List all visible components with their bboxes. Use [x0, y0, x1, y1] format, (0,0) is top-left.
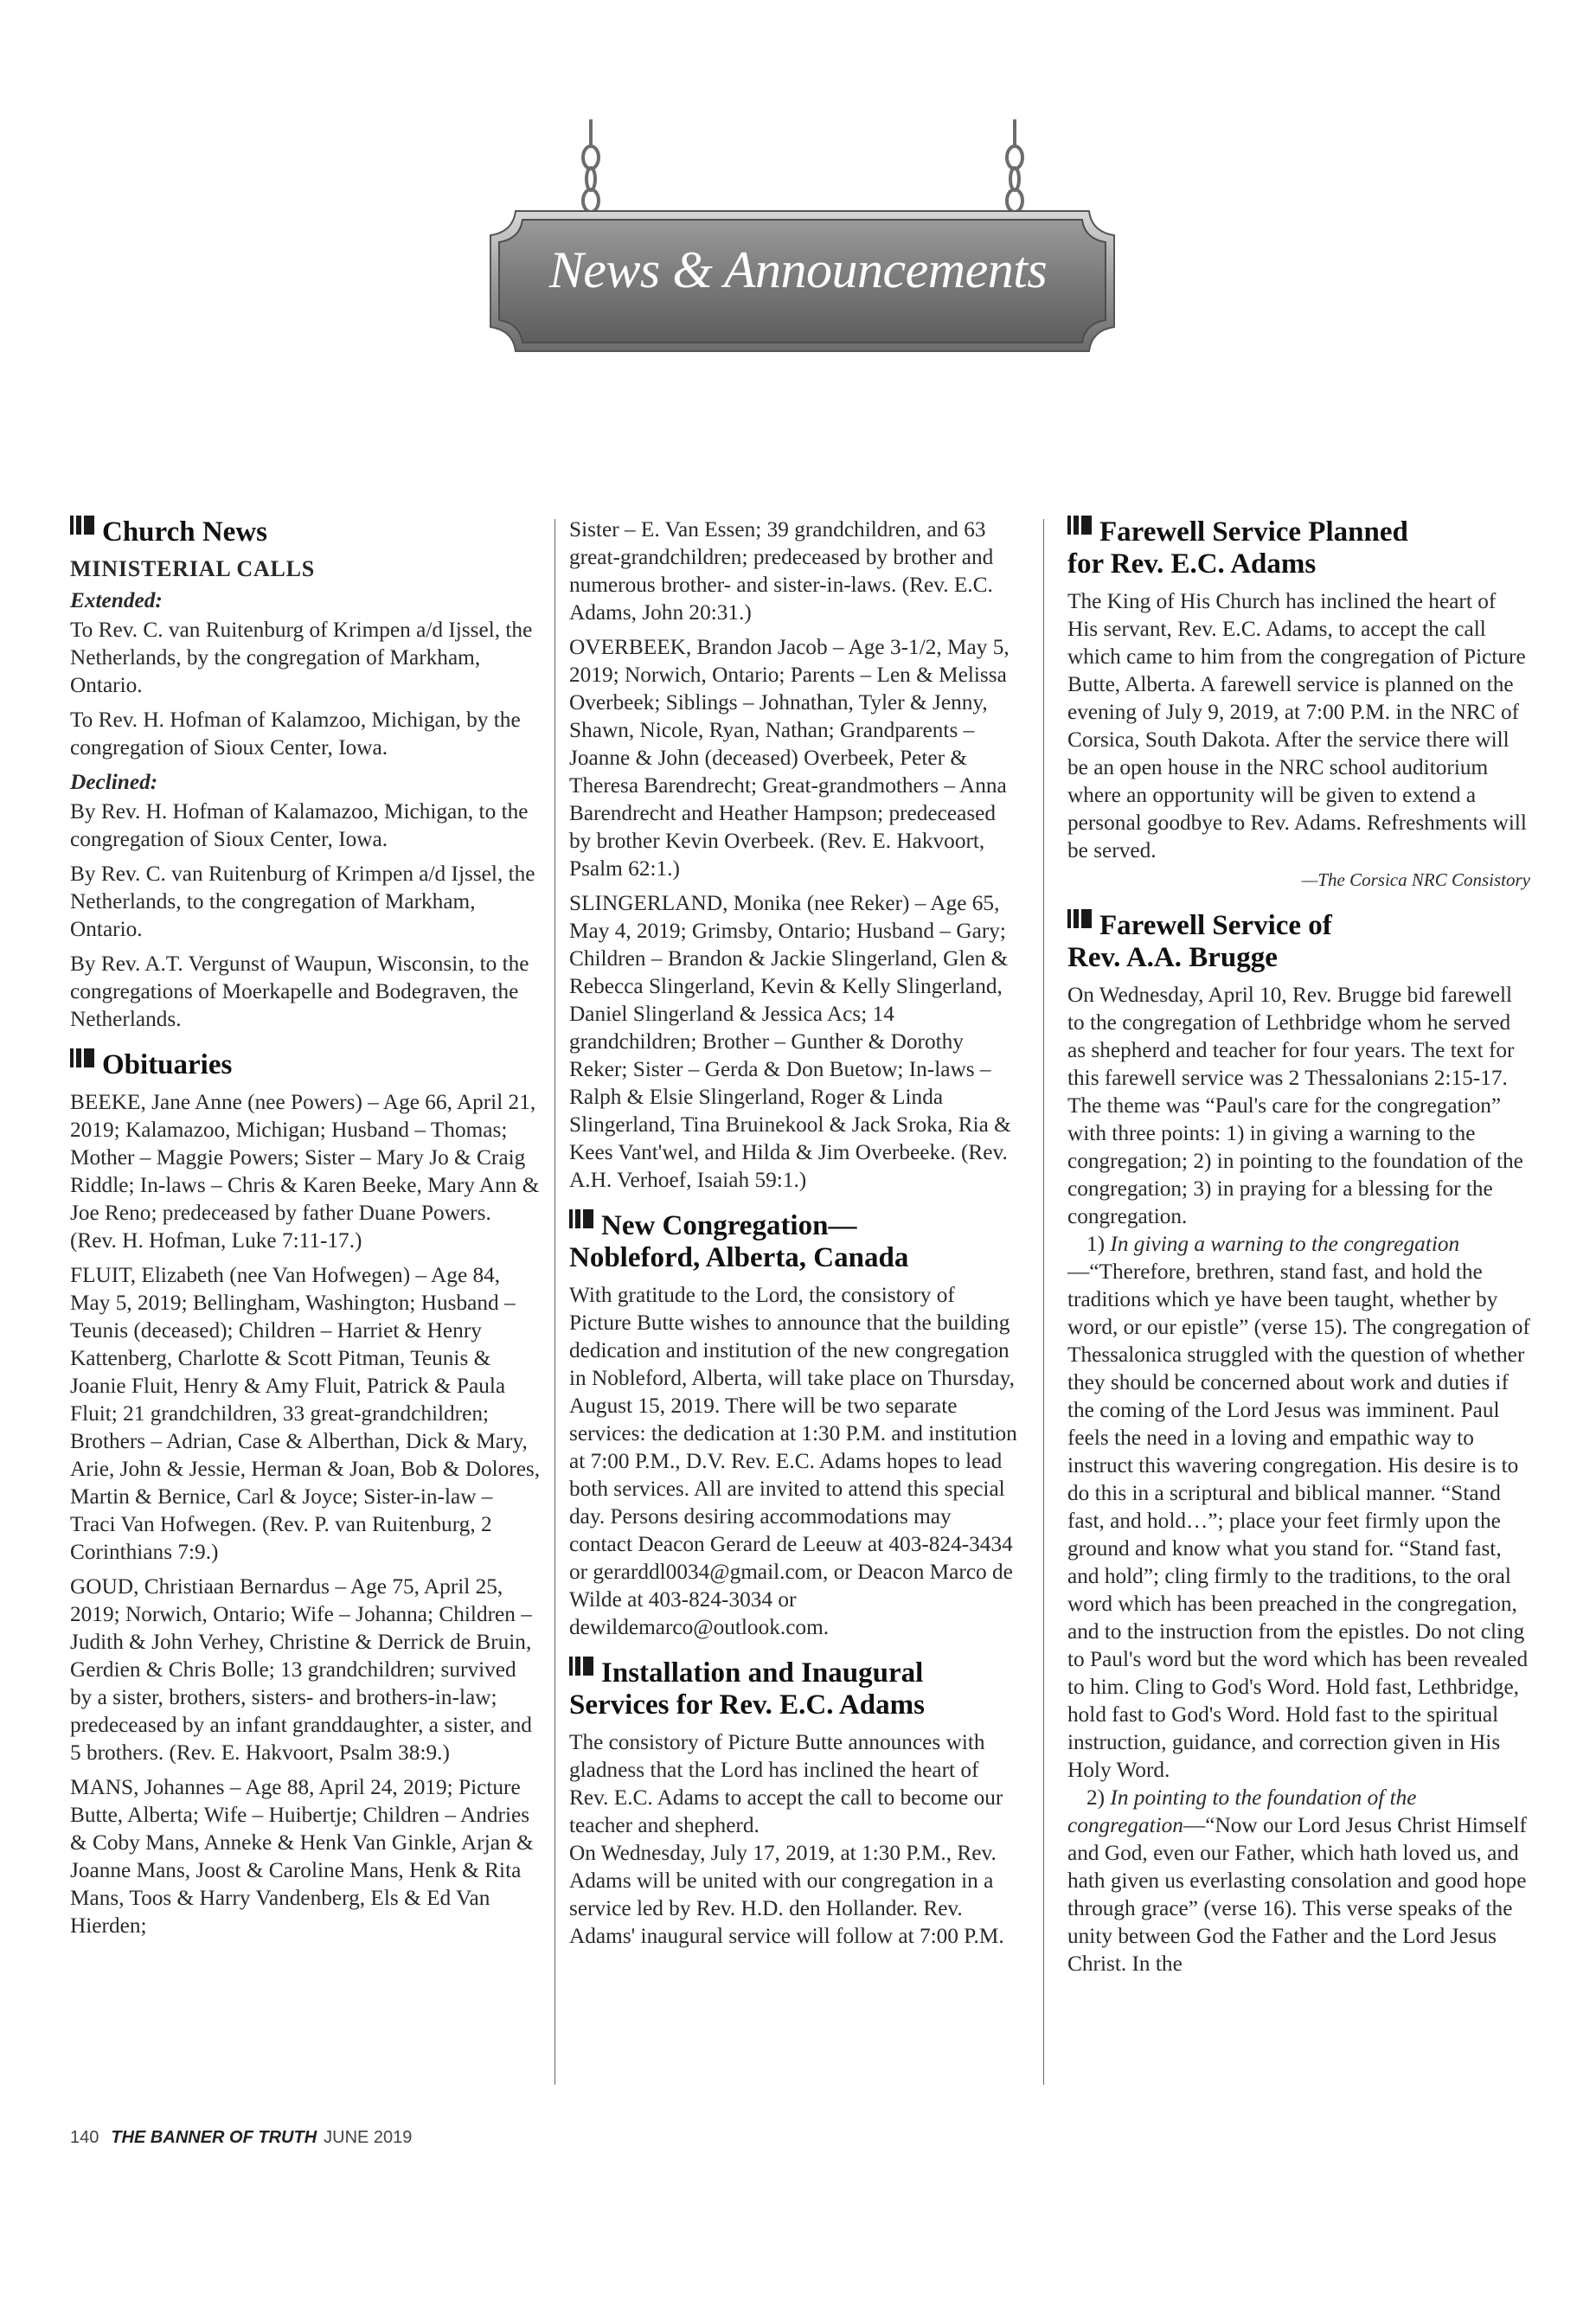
- farewell-planned-heading: Farewell Service Planned for Rev. E.C. Adams: [1067, 516, 1408, 580]
- farewell-brugge-point-2: 2) In pointing to the foundation of the congregation—“Now our Lord Jesus Christ Himself and God, even our Father, which hath loved us, and hath given us everlasting consolation and good hope through grace” (verse 16). This verse speaks of the unity between God the Father and the Lord Jesus Christ. In the: [1067, 1785, 1527, 1976]
- header-sign: [0, 0, 1596, 484]
- page-number: 140: [70, 2128, 99, 2147]
- installation-body: The consistory of Picture Butte announces with gladness that the Lord has inclined the heart of Rev. E.C. Adams to accept the call to become our teacher and shepherd.: [569, 1730, 1003, 1837]
- obituary-entry: SLINGERLAND, Monika (nee Reker) – Age 65, May 4, 2019; Grimsby, Ontario; Husband – Gary; Children – Brandon & Jackie Slingerland, Glen & Rebecca Slingerland, Kevin & Kelly Slingerland, Daniel Slingerland & Jessica Acs; 14 grandchildren; Brother – Gunther & Dorothy Reker; Sister – Gerda & Don Buetow; In-laws – Ralph & Elsie Slingerland, Roger & Linda Slingerland, Tina Bruinekool & Jack Sroka, Ria & Kees Vant'wel, and Hilda & Jim Overbeeke. (Rev. A.H. Verhoef, Isaiah 59:1.): [569, 891, 1011, 1192]
- installation-heading: Installation and Inaugural Services for Rev. E.C. Adams: [569, 1657, 925, 1721]
- installation-body: On Wednesday, July 17, 2019, at 1:30 P.M., Rev. Adams will be united with our congregation in a service led by Rev. H.D. den Hollander. Rev. Adams' inaugural service will follow at 7:00 P.M.: [569, 1841, 1004, 1948]
- farewell-brugge-intro: On Wednesday, April 10, Rev. Brugge bid farewell to the congregation of Lethbridge whom he served as shepherd and teacher for four years. The text for this farewell service was 2 Thessalonians 2:15-17. The theme was “Paul's care for the congregation” with three points: 1) in giving a warning to the congregation; 2) in pointing to the foundation of the congregation; 3) in praying for a blessing for the congregation.: [1067, 983, 1523, 1228]
- section-bars-icon: [1067, 516, 1094, 535]
- new-congregation-heading: New Congregation— Nobleford, Alberta, Canada: [569, 1210, 909, 1273]
- church-news-heading: Church News: [70, 516, 542, 548]
- right-chain: [1007, 119, 1022, 212]
- new-congregation-body: With gratitude to the Lord, the consistory of Picture Butte wishes to announce that the building dedication and institution of the new congregation in Nobleford, Alberta, will take place on Thursday, August 15, 2019. There will be two separate services: the dedication at 1:30 P.M. and institution at 7:00 P.M., D.V. Rev. E.C. Adams hopes to lead both services. All are invited to attend this special day. Persons desiring accommodations may contact Deacon Gerard de Leeuw at 403-824-3434 or gerarddl0034@gmail.com, or Deacon Marco de Wilde at 403-824-3034 or dewildemarco@outlook.com.: [569, 1283, 1017, 1639]
- signature: —The Corsica NRC Consistory: [1301, 869, 1530, 890]
- column-1: [70, 516, 542, 1946]
- ministerial-calls-label: MINISTERIAL CALLS: [70, 556, 316, 581]
- obituary-entry: FLUIT, Elizabeth (nee Van Hofwegen) – Age 84, May 5, 2019; Bellingham, Washington; Husband – Teunis (deceased); Children – Harriet & Henry Kattenberg, Charlotte & Scott Pitman, Teunis & Joanie Fluit, Henry & Amy Fluit, Patrick & Paula Fluit; 21 grandchildren, 33 great-grandchildren; Brothers – Adrian, Case & Alberthan, Dick & Mary, Arie, John & Jessie, Herman & Joan, Bob & Dolores, Martin & Bernice, Carl & Joyce; Sister-in-law – Traci Van Hofwegen. (Rev. P. van Ruitenburg, 2 Corinthians 7:9.): [70, 1263, 541, 1564]
- column-2: [569, 516, 1017, 1957]
- section-bars-icon: [1067, 909, 1094, 928]
- column-3: [1067, 516, 1530, 1977]
- obituary-entry: MANS, Johannes – Age 88, April 24, 2019; Picture Butte, Alberta; Wife – Huibertje; Children – Andries & Coby Mans, Anneke & Henk Van Ginkle, Arjan & Joanne Mans, Joost & Caroline Mans, Henk & Rita Mans, Toos & Harry Vandenberg, Els & Ed Van Hierden;: [70, 1775, 534, 1938]
- page-title: News & Announcements: [548, 241, 1048, 298]
- issue-date: JUNE 2019: [324, 2128, 413, 2147]
- farewell-brugge-point-1: 1) In giving a warning to the congregation—“Therefore, brethren, stand fast, and hold the traditions which ye have been taught, whether by word, or our epistle” (verse 15). The congregation of Thessalonica struggled with the question of whether they should be concerned about work and duties if the coming of the Lord Jesus was imminent. Paul feels the need in a loving and empathic way to instruct this wavering congregation. His desire is to do this in a scriptural and biblical manner. “Stand fast, and hold…”; place your feet firmly upon the ground and know what you stand for. “Stand fast, and hold”; cling firmly to the traditions, to the oral word which has been preached in the congregation, and to the instruction from the epistles. Do not cling to Paul's word but the word which has been revealed to him. Cling to God's Word. Hold fast, Lethbridge, hold fast to God's Word. Hold fast to the spiritual instruction, guidance, and correction given in His Holy Word.: [1067, 1232, 1530, 1782]
- left-chain: [583, 119, 599, 212]
- section-bars-icon: [70, 516, 97, 535]
- call-item: By Rev. H. Hofman of Kalamazoo, Michigan, to the congregation of Sioux Center, Iowa.: [70, 799, 529, 851]
- section-bars-icon: [70, 1048, 97, 1067]
- magazine-title: THE BANNER OF TRUTH: [111, 2128, 317, 2147]
- section-bars-icon: [569, 1657, 596, 1676]
- call-item: To Rev. C. van Ruitenburg of Krimpen a/d Ijssel, the Netherlands, by the congregation of Markham, Ontario.: [70, 618, 533, 697]
- page-footer: [70, 2128, 412, 2148]
- farewell-brugge-heading: Farewell Service of Rev. A.A. Brugge: [1067, 910, 1332, 973]
- obituary-entry: Sister – E. Van Essen; 39 grandchildren, and 63 great-grandchildren; predeceased by brother and numerous brother- and sister-in-laws. (Rev. E.C. Adams, John 20:31.): [569, 517, 994, 625]
- call-item: By Rev. C. van Ruitenburg of Krimpen a/d Ijssel, the Netherlands, to the congregation of Markham, Ontario.: [70, 862, 535, 941]
- obituaries-heading: Obituaries: [70, 1048, 542, 1081]
- obituary-entry: OVERBEEK, Brandon Jacob – Age 3-1/2, May 5, 2019; Norwich, Ontario; Parents – Len & Melissa Overbeek; Siblings – Johnathan, Tyler & Jenny, Shawn, Nicole, Ryan, Nathan; Grandparents – Joanne & John (deceased) Overbeek, Peter & Theresa Barendrecht; Great-grandmothers – Anna Barendrecht and Heather Hampson; predeceased by brother Kevin Overbeek. (Rev. E. Hakvoort, Psalm 62:1.): [569, 635, 1010, 881]
- section-bars-icon: [569, 1209, 596, 1228]
- declined-label: Declined:: [70, 770, 158, 794]
- obituary-entry: GOUD, Christiaan Bernardus – Age 75, April 25, 2019; Norwich, Ontario; Wife – Johanna; Children – Judith & John Verhey, Christine & Derrick de Bruin, Gerdien & Chris Bolle; 13 grandchildren; survived by a sister, brothers, sisters- and brothers-in-law; predeceased by an infant granddaughter, a sister, and 5 brothers. (Rev. E. Hakvoort, Psalm 38:9.): [70, 1574, 532, 1765]
- extended-label: Extended:: [70, 588, 163, 612]
- farewell-planned-body: The King of His Church has inclined the heart of His servant, Rev. E.C. Adams, to accept the call which came to him from the congregation of Picture Butte, Alberta. A farewell service is planned on the evening of July 9, 2019, at 7:00 P.M. in the NRC of Corsica, South Dakota. After the service there will be an open house in the NRC school auditorium where an opportunity will be given to extend a personal goodbye to Rev. Adams. Refreshments will be served.: [1067, 589, 1527, 862]
- call-item: To Rev. H. Hofman of Kalamzoo, Michigan, by the congregation of Sioux Center, Iowa.: [70, 708, 521, 760]
- call-item: By Rev. A.T. Vergunst of Waupun, Wisconsin, to the congregations of Moerkapelle and Bodegraven, the Netherlands.: [70, 952, 529, 1031]
- column-divider: [1043, 519, 1044, 2085]
- column-divider: [554, 519, 555, 2085]
- obituary-entry: BEEKE, Jane Anne (nee Powers) – Age 66, April 21, 2019; Kalamazoo, Michigan; Husband – Thomas; Mother – Maggie Powers; Sister – Mary Jo & Craig Riddle; In-laws – Chris & Karen Beeke, Mary Ann & Joe Reno; predeceased by father Duane Powers. (Rev. H. Hofman, Luke 7:11-17.): [70, 1090, 540, 1253]
